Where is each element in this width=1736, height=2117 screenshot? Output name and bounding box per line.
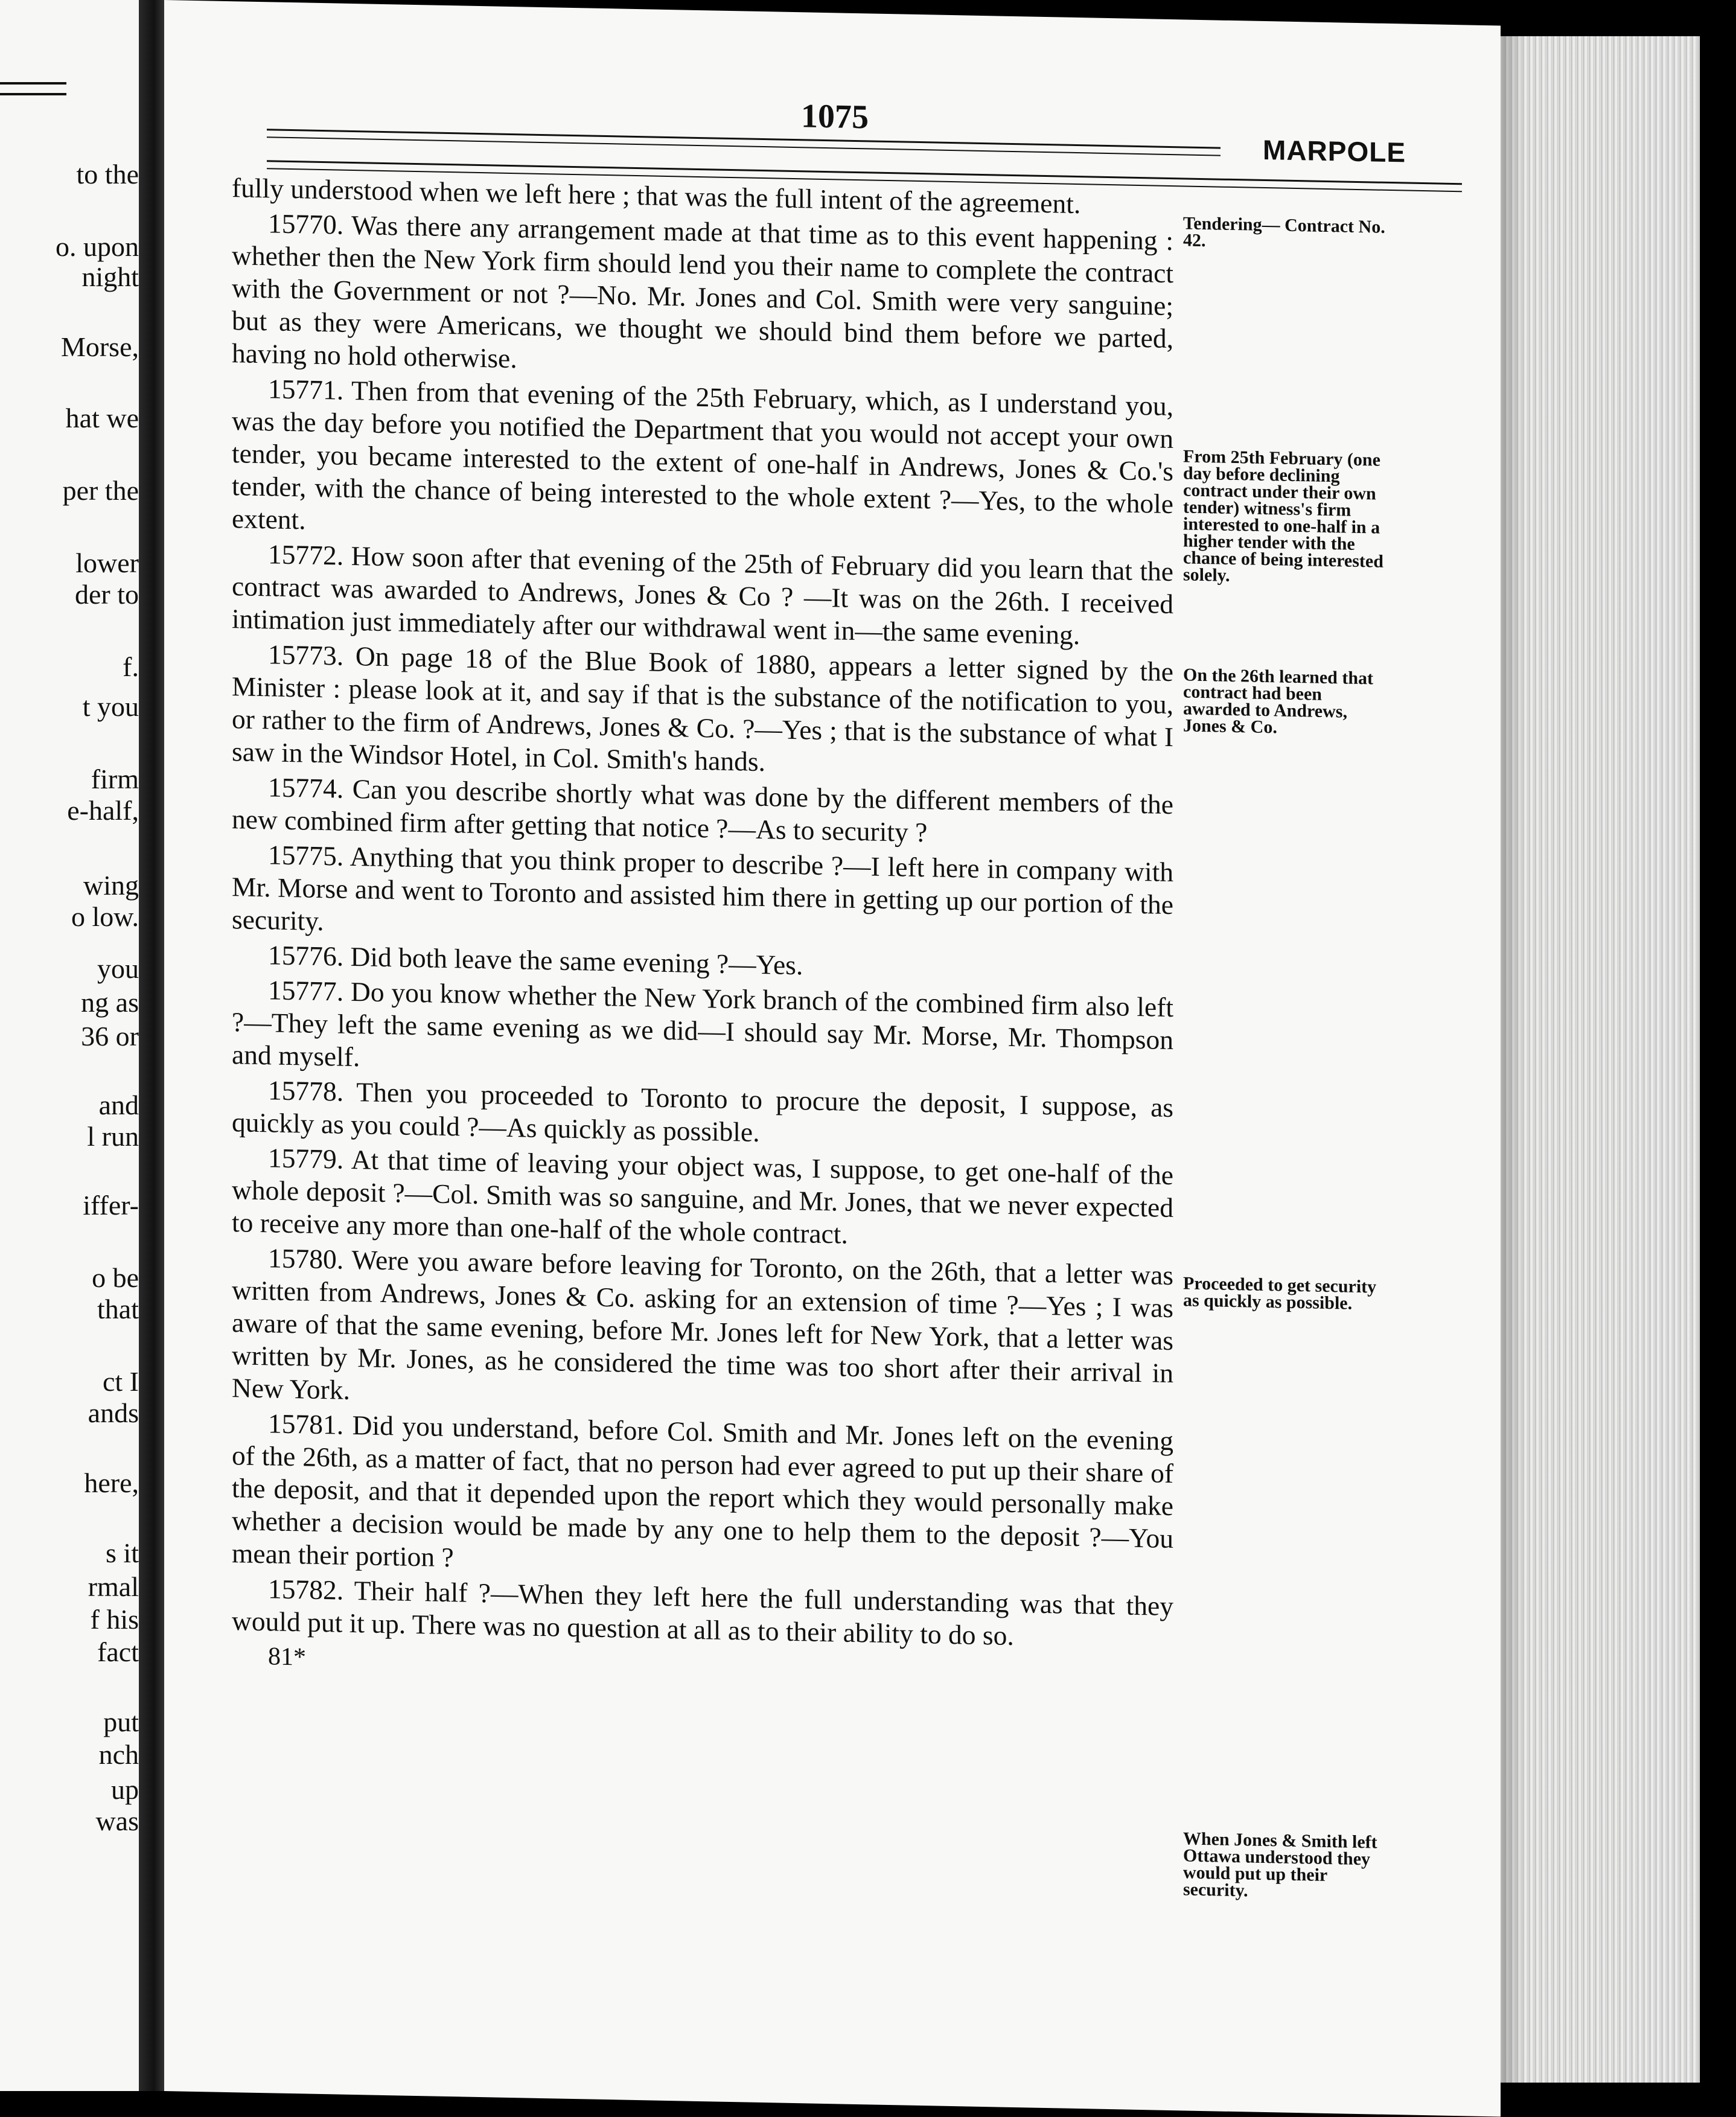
running-head: MARPOLE (1263, 133, 1406, 168)
previous-page-line: o be (92, 1262, 139, 1293)
previous-page-line: wing (83, 870, 139, 901)
paragraph: fully understood when we left here ; that was the full intent of the agreement. (232, 172, 1081, 220)
previous-page-line: Morse, (60, 331, 139, 362)
previous-page-line: per the (62, 475, 139, 506)
paragraph: 15771. Then from that evening of the 25th February, which, as I understand you, was the day before you notified the Department that you would not accept your own tender, you became interested to the extent of one-half in Andrews, Jones & Co.'s tender, with the chance of being interested to the whole extent ?—Yes, to the whole extent. (232, 373, 1173, 535)
previous-page-line: put (103, 1707, 139, 1737)
previous-page-line: f his (90, 1604, 139, 1635)
previous-page-line: der to (74, 579, 139, 610)
paragraph: 15782. Their half ?—When they left here the full understanding was that they would put it up. There was no question at all as to their ability to do so. (232, 1573, 1173, 1652)
margin-note: On the 26th learned that contract had been awarded to Andrews, Jones & Co. (1183, 665, 1373, 738)
previous-page-line: that (97, 1294, 139, 1324)
book-gutter (139, 0, 164, 2091)
paragraph: 15777. Do you know whether the New York branch of the combined firm also left ?—They left the same evening as we did—I should say Mr. Morse, Mr. Thompson and myself. (232, 974, 1173, 1073)
header-rule (267, 129, 1221, 156)
previous-page-line: firm (91, 764, 139, 794)
book-page (164, 0, 1501, 2117)
previous-page-line: 36 or (81, 1021, 139, 1052)
paragraph: 15780. Were you aware before leaving for Toronto, on the 26th, that a letter was written from Andrews, Jones & Co. asking for an extension of time ?—Yes ; I was aware of that the same evening, before Mr. Jones left for New York, that a letter was written by Mr. Jones, as he considered the time was too short after their arrival in New York. (232, 1242, 1173, 1405)
previous-page-line: f. (123, 651, 139, 682)
paragraph: 15779. At that time of leaving your object was, I suppose, to get one-half of the whole deposit ?—Col. Smith was so sanguine, and Mr. Jones, that we never expected to receive any more than one-half of the whole contract. (232, 1142, 1173, 1250)
previous-page-line: o. upon (56, 231, 139, 262)
page-body (232, 171, 1173, 1690)
page-number: 1075 (801, 97, 869, 136)
previous-page-edge (0, 0, 139, 2091)
previous-page-line: lower (75, 548, 139, 578)
paragraph: 15773. On page 18 of the Blue Book of 1880, appears a letter signed by the Minister : please look at it, and say if that is the substance of the notification to you, or rather to the firm of Andrews, Jones & Co. ?—Yes ; that is the substance of what I saw in the Windsor Hotel, in Col. Smith's hands. (232, 639, 1173, 778)
previous-page-line: l run (87, 1121, 139, 1152)
paragraph: 15778. Then you proceeded to Toronto to procure the deposit, I suppose, as quickly as you could ?—As quickly as possible. (232, 1074, 1173, 1148)
page-edges-shadow (1501, 36, 1525, 2083)
previous-page-line: e-half, (67, 795, 139, 826)
paragraph: 15772. How soon after that evening of the 25th of February did you learn that the contract was awarded to Andrews, Jones & Co ? —It was on the 26th. I received intimation just immediately after our withdrawal went in—the same evening. (232, 538, 1173, 651)
paragraph: 15776. Did both leave the same evening ?—Yes. (268, 939, 803, 981)
previous-page-line: nch (98, 1739, 139, 1770)
previous-page-line: and (98, 1090, 139, 1120)
signature-mark: 81* (268, 1643, 306, 1672)
previous-page-line: ng as (81, 987, 139, 1018)
margin-note: From 25th February (one day before declining contract under their own tender) witness's firm interested to one-half in a higher tender with the chance of being interested solely. (1183, 446, 1383, 586)
previous-page-line: here, (84, 1467, 139, 1498)
margin-note: Tendering— Contract No. 42. (1183, 213, 1385, 251)
previous-page-line: o low. (71, 901, 139, 932)
previous-page-line: you (97, 953, 139, 984)
margin-note: Proceeded to get security as quickly as possible. (1183, 1273, 1377, 1314)
previous-page-line: night (81, 261, 139, 292)
previous-page-line: up (111, 1774, 139, 1805)
previous-page-line: fact (97, 1636, 139, 1667)
previous-page-line: hat we (65, 403, 139, 433)
previous-page-line: rmal (88, 1571, 139, 1602)
previous-page-line: was (95, 1806, 139, 1836)
previous-page-line: t you (82, 691, 139, 722)
previous-page-line: to the (76, 159, 139, 190)
paragraph: 15781. Did you understand, before Col. Smith and Mr. Jones left on the evening of the 26th, as a matter of fact, that no person had ever agreed to put up their share of the deposit, and that it depended upon the report which they would personally make whether a decision would be made by any one to help them to the deposit ?—You mean their portion ? (232, 1408, 1173, 1573)
paragraph: 15775. Anything that you think proper to describe ?—I left here in company with Mr. Morse and went to Toronto and assisted him there in getting up our portion of the security. (232, 839, 1173, 937)
previous-page-rule (0, 82, 66, 95)
previous-page-line: ands (88, 1397, 139, 1428)
paragraph: 15770. Was there any arrangement made at that time as to this event happening : whether then the New York firm should lend you their name to complete the contract with the Government or not ?—No. Mr. Jones and Col. Smith were very sanguine; but as they were Americans, we thought we should bind them before we parted, having no hold otherwise. (232, 208, 1173, 374)
previous-page-line: ct I (102, 1366, 139, 1397)
paragraph: 15774. Can you describe shortly what was done by the different members of the new combined firm after getting that notice ?—As to security ? (232, 771, 1173, 848)
page-edges (1501, 36, 1700, 2083)
previous-page-line: s it (106, 1537, 139, 1568)
previous-page-line: iffer- (83, 1190, 139, 1221)
margin-note: When Jones & Smith left Ottawa understood they would put up their security. (1183, 1828, 1377, 1901)
